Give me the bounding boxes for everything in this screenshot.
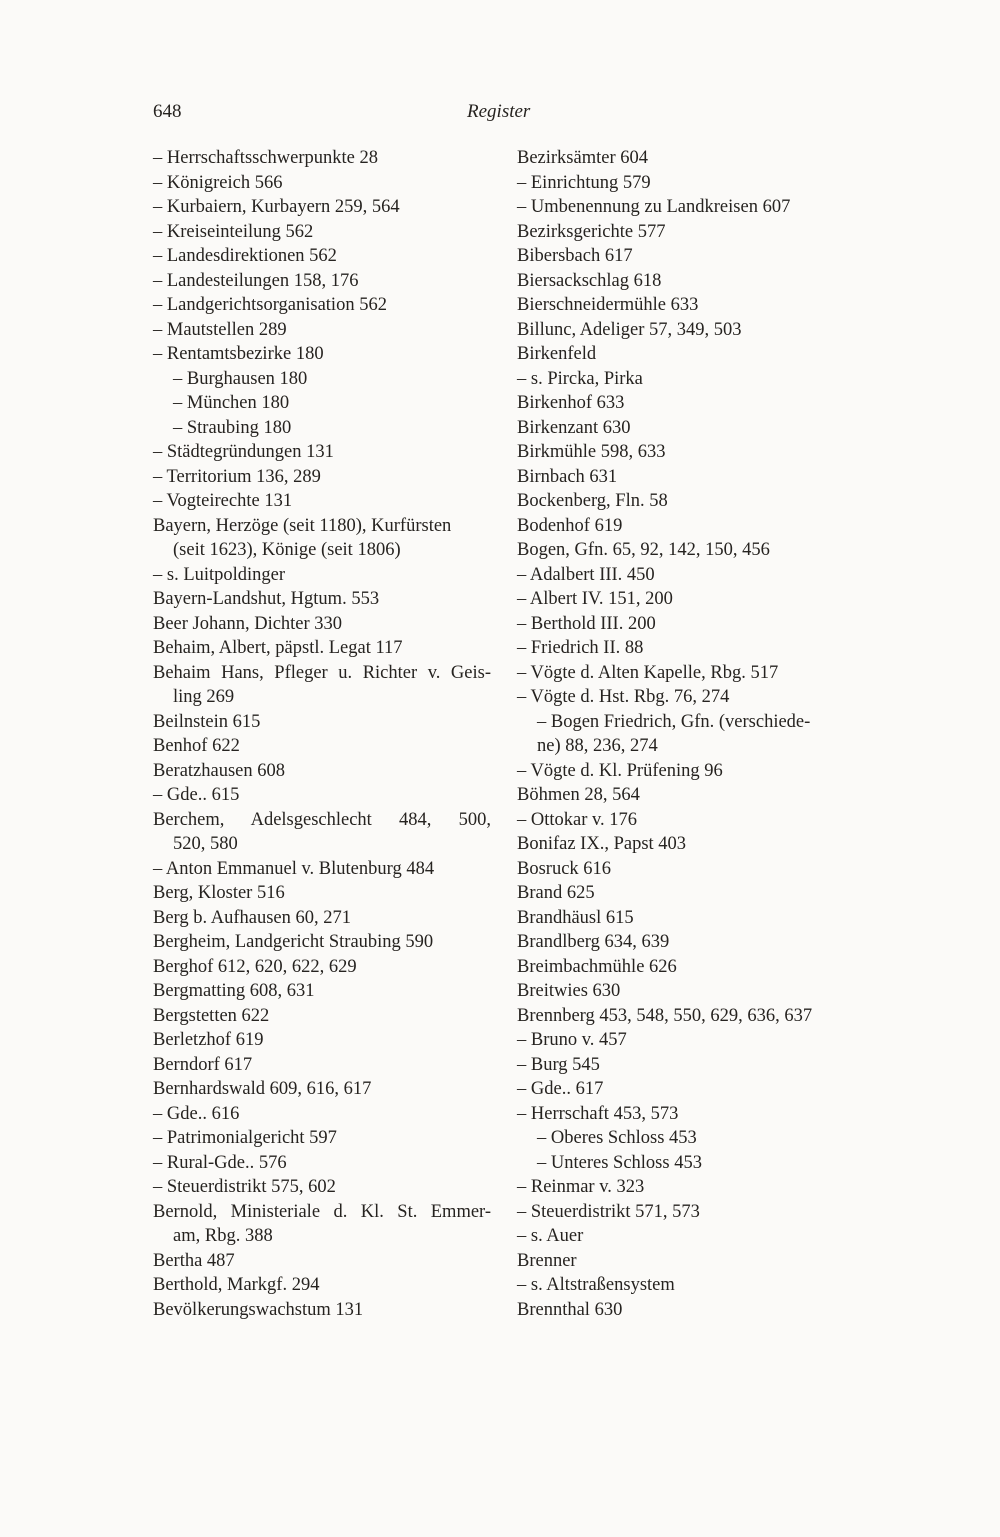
- index-entry: 520, 580: [173, 834, 238, 854]
- index-entry: Bergstetten 622: [153, 1005, 270, 1026]
- index-entry: Brennthal 630: [517, 1299, 623, 1320]
- index-entry: – Städtegründungen 131: [153, 442, 334, 462]
- index-entry: Bergmatting 608, 631: [153, 981, 315, 1001]
- index-entry: – Herrschaftsschwerpunkte 28: [153, 148, 379, 168]
- index-entry: Bayern, Herzöge (seit 1180), Kurfürsten: [153, 515, 452, 536]
- index-entry: Bevölkerungswachstum 131: [153, 1299, 364, 1320]
- index-entry: – Vögte d. Alten Kapelle, Rbg. 517: [517, 662, 779, 683]
- index-entry: – Steuerdistrikt 571, 573: [517, 1201, 700, 1222]
- index-entry: Brandhäusl 615: [517, 907, 634, 928]
- index-entry: – Vogteirechte 131: [153, 491, 293, 511]
- index-entry: Bernhardswald 609, 616, 617: [153, 1079, 372, 1099]
- index-entry: am, Rbg. 388: [173, 1226, 273, 1246]
- index-entry: Birkenhof 633: [517, 393, 625, 413]
- index-entry: Birnbach 631: [517, 466, 618, 487]
- index-entry: – Oberes Schloss 453: [537, 1128, 697, 1148]
- index-entry: – Rural-Gde.. 576: [153, 1152, 287, 1173]
- index-entry: – Territorium 136, 289: [153, 466, 321, 487]
- running-title: Register: [467, 101, 531, 122]
- index-entry: Birkenfeld: [517, 344, 597, 364]
- index-entry: Berghof 612, 620, 622, 629: [153, 956, 357, 977]
- index-entry: Bibersbach 617: [517, 246, 633, 266]
- index-entry: – Kurbaiern, Kurbayern 259, 564: [153, 197, 400, 217]
- index-entry: Bergheim, Landgericht Straubing 590: [153, 932, 434, 952]
- index-entry: – Gde.. 617: [517, 1079, 604, 1099]
- index-entry: – Friedrich II. 88: [517, 638, 644, 658]
- index-entry: Bodenhof 619: [517, 515, 623, 536]
- index-entry: – Umbenennung zu Landkreisen 607: [517, 197, 791, 217]
- index-entry: – Mautstellen 289: [153, 319, 287, 340]
- index-entry: Biersackschlag 618: [517, 270, 662, 291]
- index-entry: Böhmen 28, 564: [517, 785, 640, 805]
- index-entry: Benhof 622: [153, 736, 240, 756]
- index-entry: – Bogen Friedrich, Gfn. (verschiede-: [537, 711, 811, 732]
- index-entry: Berndorf 617: [153, 1054, 253, 1075]
- index-entry: – Albert IV. 151, 200: [517, 589, 673, 609]
- index-entry: Birkmühle 598, 633: [517, 442, 666, 462]
- index-entry: Bezirksgerichte 577: [517, 221, 666, 242]
- index-entry: – Ottokar v. 176: [517, 809, 638, 830]
- index-entry: Berletzhof 619: [153, 1030, 264, 1050]
- index-entry: ling 269: [173, 687, 235, 707]
- index-entry: Bayern-Landshut, Hgtum. 553: [153, 589, 380, 609]
- index-entry: Beer Johann, Dichter 330: [153, 613, 343, 634]
- index-entry: Beilnstein 615: [153, 711, 261, 732]
- index-entry: Berg b. Aufhausen 60, 271: [153, 907, 351, 928]
- page-number: 648: [153, 101, 182, 122]
- index-entry: – Burg 545: [517, 1054, 600, 1075]
- index-entry: – s. Altstraßensystem: [517, 1275, 675, 1295]
- index-entry: – Gde.. 616: [153, 1103, 240, 1124]
- index-entry: – Rentamtsbezirke 180: [153, 344, 324, 364]
- index-entry: Billunc, Adeliger 57, 349, 503: [517, 319, 742, 340]
- index-entry: – Königreich 566: [153, 172, 283, 193]
- index-entry: Bezirksämter 604: [517, 148, 648, 168]
- index-entry: ne) 88, 236, 274: [537, 736, 658, 756]
- index-entry: – Landgerichtsorganisation 562: [153, 295, 387, 315]
- index-entry: (seit 1623), Könige (seit 1806): [173, 540, 401, 560]
- index-entry: Breimbachmühle 626: [517, 956, 677, 977]
- index-entry: Bonifaz IX., Papst 403: [517, 834, 687, 854]
- index-entry: – Gde.. 615: [153, 785, 240, 805]
- index-entry: – Bruno v. 457: [517, 1030, 627, 1050]
- index-entry: Berchem, Adelsgeschlecht 484, 500,: [153, 809, 491, 830]
- index-entry: Bierschneidermühle 633: [517, 295, 699, 315]
- index-entry: Bosruck 616: [517, 858, 612, 879]
- index-entry: – Kreiseinteilung 562: [153, 221, 314, 242]
- index-entry: Behaim Hans, Pfleger u. Richter v. Geis-: [153, 662, 491, 683]
- index-entry: Breitwies 630: [517, 981, 621, 1001]
- index-entry: Birkenzant 630: [517, 417, 631, 438]
- index-entry: Beratzhausen 608: [153, 760, 286, 781]
- index-column-left: [153, 146, 491, 1322]
- index-entry: – s. Luitpoldinger: [153, 564, 286, 585]
- index-entry: – s. Auer: [517, 1226, 584, 1246]
- index-entry: Brenner: [517, 1250, 577, 1271]
- index-entry: Brennberg 453, 548, 550, 629, 636, 637: [517, 1005, 813, 1026]
- index-entry: – Vögte d. Kl. Prüfening 96: [517, 760, 723, 781]
- index-entry: Berthold, Markgf. 294: [153, 1275, 320, 1295]
- index-entry: – Patrimonialgericht 597: [153, 1128, 337, 1148]
- index-entry: Bogen, Gfn. 65, 92, 142, 150, 456: [517, 540, 770, 560]
- index-entry: – Landesdirektionen 562: [153, 246, 337, 266]
- index-entry: Bernold, Ministeriale d. Kl. St. Emmer-: [153, 1201, 491, 1222]
- index-entry: – Straubing 180: [173, 417, 292, 438]
- index-entry: – Berthold III. 200: [517, 613, 656, 634]
- index-entry: – Steuerdistrikt 575, 602: [153, 1177, 336, 1197]
- index-entry: Bockenberg, Fln. 58: [517, 491, 668, 511]
- index-entry: – Anton Emmanuel v. Blutenburg 484: [153, 858, 435, 879]
- index-entry: – Unteres Schloss 453: [537, 1152, 702, 1173]
- index-entry: – Adalbert III. 450: [517, 564, 655, 585]
- index-entry: – Einrichtung 579: [517, 172, 651, 193]
- index-entry: – Landesteilungen 158, 176: [153, 270, 359, 291]
- index-entry: – s. Pircka, Pirka: [517, 368, 643, 389]
- index-entry: – Vögte d. Hst. Rbg. 76, 274: [517, 687, 730, 707]
- index-entry: Brand 625: [517, 883, 595, 903]
- index-entry: – Herrschaft 453, 573: [517, 1103, 679, 1124]
- index-entry: – München 180: [173, 393, 290, 413]
- index-entry: Bertha 487: [153, 1250, 235, 1271]
- index-entry: Behaim, Albert, päpstl. Legat 117: [153, 638, 403, 658]
- index-entry: Berg, Kloster 516: [153, 883, 285, 903]
- index-entry: – Reinmar v. 323: [517, 1177, 645, 1197]
- index-entry: Brandlberg 634, 639: [517, 932, 670, 952]
- index-column-right: [517, 146, 837, 1322]
- index-entry: – Burghausen 180: [173, 368, 308, 389]
